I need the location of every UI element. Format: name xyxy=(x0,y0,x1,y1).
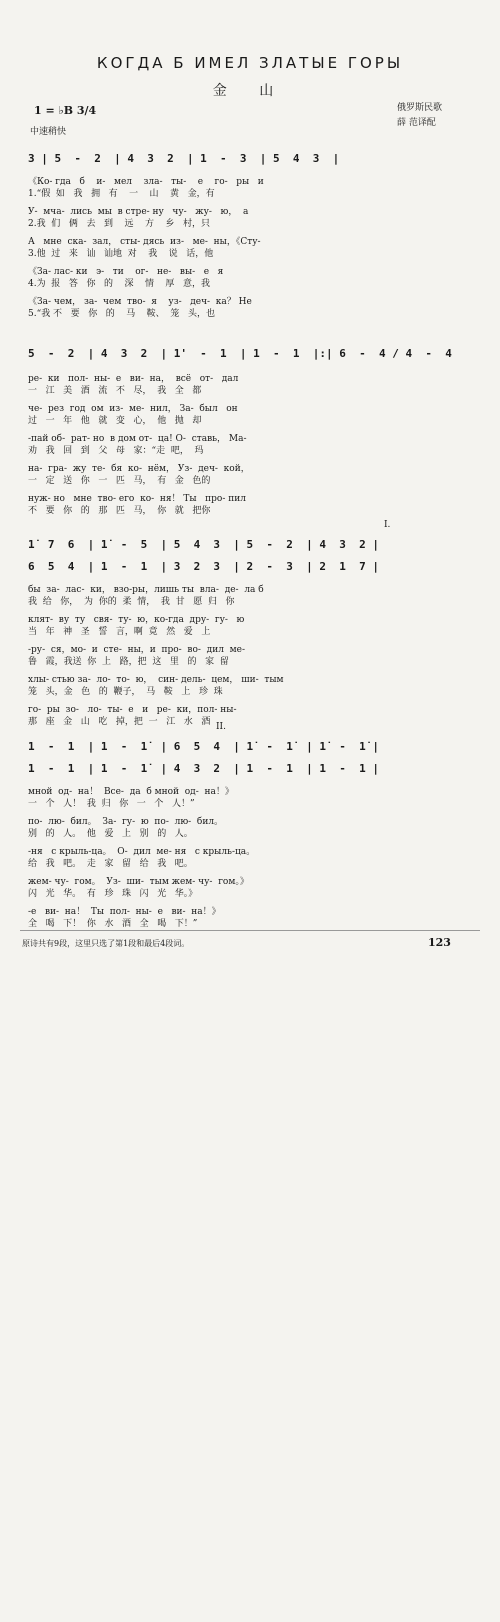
lyric-line: че- рез год ом из- ме- нил， За- был он xyxy=(28,404,238,414)
song-title-russian: КОГДА Б ИМЕЛ ЗЛАТЫЕ ГОРЫ xyxy=(96,54,404,72)
notation-line: 3 | 5 - 2 | 4 3 2 | 1 - 3 | 5 4 3 | xyxy=(28,152,340,165)
volta-first-ending: I. xyxy=(384,520,391,530)
volta-second-ending: II. xyxy=(216,722,226,732)
lyric-line: 当 年 神 圣 誓 言，啊 竟 然 爱 上 xyxy=(28,627,211,637)
lyric-line: бы за- лас- ки， взо-ры，лишь ты вла- де- ла б xyxy=(28,585,264,595)
lyric-line: У- мча- лись мы в стре- ну чу- жу- ю， а xyxy=(28,207,249,217)
key-signature: 1 = ♭B 3/4 xyxy=(34,104,97,117)
lyric-line: 《За- лас- ки э- ти ог- не- вы- е я xyxy=(28,267,224,277)
lyric-line: клят- ву ту свя- ту- ю，ко-гда дру- гу- ю xyxy=(28,615,245,625)
lyric-line: нуж- но мне тво- его ко- ня！ Ты про- пил xyxy=(28,494,246,504)
score-system-4 xyxy=(28,722,474,1622)
lyric-line: 鲁 霞，我送 你 上 路，把 这 里 的 家 留 xyxy=(28,657,229,667)
lyric-line: жем- чу- гом。 Уз- ши- тым жем- чу- гом。》 xyxy=(28,877,249,887)
lyric-line: 《За- чем， за- чем тво- я уз- деч- ка？ Не xyxy=(28,297,252,307)
song-title-chinese: 金 山 xyxy=(212,83,288,99)
footer-rule xyxy=(20,930,480,931)
lyric-line: 我 给 你， 为 你的 柔 情， 我 甘 愿 归 你 xyxy=(28,597,235,607)
lyric-line: 一 江 美 酒 流 不 尽， 我 全 都 xyxy=(28,386,202,396)
lyric-line: 笼 头，金 色 的 鞭子， 马 鞍 上 珍 珠 xyxy=(28,687,223,697)
lyric-line: 不 要 你 的 那 匹 马， 你 就 把你 xyxy=(28,506,211,516)
footnote: 原诗共有9段，这里只选了第1段和最后4段词。 xyxy=(22,939,190,948)
origin-credit: 俄罗斯民歌 xyxy=(397,103,443,113)
page-number: 123 xyxy=(428,936,451,949)
lyric-line: 3.他 过 来 讪 讪地 对 我 说 话，他 xyxy=(28,249,214,259)
lyric-line: 过 一 年 他 就 变 心， 他 抛 却 xyxy=(28,416,202,426)
lyric-line: на- гра- жу те- бя ко- нём， Уз- деч- кой， xyxy=(28,464,250,474)
lyric-line: 《Ко- гда б и- мел зла- ты- е го- ры и xyxy=(28,177,264,187)
tempo-marking: 中速稍快 xyxy=(30,127,67,137)
lyric-line: 别 的 人。 他 爱 上 别 的 人。 xyxy=(28,829,193,839)
translator-credit: 薛 范译配 xyxy=(397,118,436,128)
lyric-line: -ня с крыль-ца。 О- дил ме- ня с крыль-ца。 xyxy=(28,847,256,857)
lyric-line: -ру- ся，мо- и сте- ны，и про- во- дил ме- xyxy=(28,645,246,655)
lyric-line: 闪 光 华。 有 珍 珠 闪 光 华。》 xyxy=(28,889,198,899)
notation-line: 1 - 1 | 1 - 1̇ | 6 5 4 | 1̇ - 1̇ | 1̇ - 1̇ | 1 - 1 | 1 - 1̇ | 4 3 2 | 1 - 1 | 1 - 1 | xyxy=(28,740,379,775)
lyric-line: 1.“假 如 我 拥 有 一 山 黄 金，有 xyxy=(28,189,215,199)
notation-line: 1̇ 7 6 | 1̇ - 5 | 5 4 3 | 5 - 2 | 4 3 2 | 6 5 4 | 1 - 1 | 3 2 3 | 2 - 3 | 2 1 7 | xyxy=(28,538,379,573)
lyric-line: 给 我 吧。 走 家 留 给 我 吧。 xyxy=(28,859,193,869)
lyric-line: 2.我 们 俩 去 到 远 方 乡 村，只 xyxy=(28,219,210,229)
lyric-line: -пай об- рат- но в дом от- ца! О- ставь， Ма- xyxy=(28,434,247,444)
lyric-line: 一 个 人！ 我 归 你 一 个 人！” xyxy=(28,799,195,809)
lyric-line: хлы- стью за- ло- то- ю， син- дель- цем， ши- тым xyxy=(28,675,284,685)
lyric-line: ре- ки пол- ны- е ви- на， всё от- дал xyxy=(28,374,239,384)
lyric-line: 5.“我 不 要 你 的 马 鞍、 笼 头，也 xyxy=(28,309,215,319)
lyric-line: 劝 我 回 到 父 母 家：“走 吧， 玛 xyxy=(28,446,204,456)
lyric-line: го- ры зо- ло- ты- е и ре- ки，пол- ны- xyxy=(28,705,237,715)
notation-line: 5 - 2 | 4 3 2 | 1' - 1 | 1 - 1 |:| 6 - 4 / 4 - 4 xyxy=(28,347,452,360)
lyric-line: по- лю- бил。 За- гу- ю по- лю- бил。 xyxy=(28,817,224,827)
lyric-line: 全 喝 下！ 你 水 酒 全 喝 下！” xyxy=(28,919,198,929)
lyric-line: 一 定 送 你 一 匹 马， 有 金 色的 xyxy=(28,476,211,486)
lyric-line: мной од- на！ Все- да б мной од- на！》 xyxy=(28,787,234,797)
lyric-line: -е ви- на！ Ты пол- ны- е ви- на！》 xyxy=(28,907,221,917)
lyric-line: 那 座 金 山 吃 掉，把 一 江 水 酒 xyxy=(28,717,211,727)
lyric-line: 4.为 报 答 你 的 深 情 厚 意，我 xyxy=(28,279,210,289)
lyric-line: А мне ска- зал， сты- дясь из- ме- ны，《Сту- xyxy=(28,237,261,247)
